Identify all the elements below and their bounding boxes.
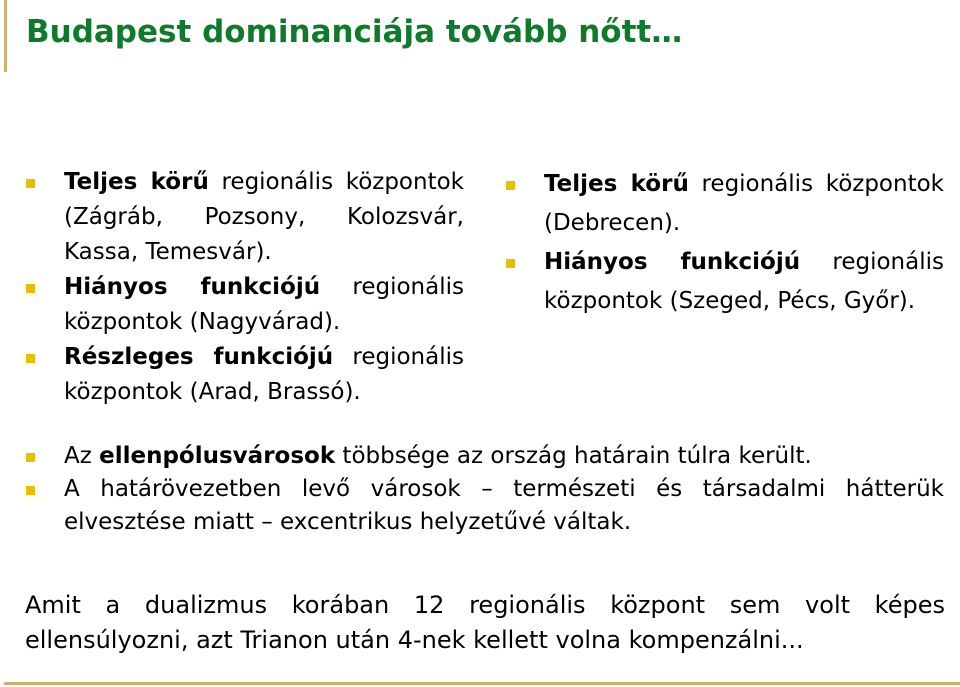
bullet-bold-term: Teljes körű <box>544 171 689 197</box>
bullet-text: regionális központok (Nagyvárad). <box>64 274 464 335</box>
frame-left-line <box>4 0 7 72</box>
bullet-text: többsége az ország határain túlra került. <box>335 443 812 469</box>
square-bullet-icon <box>26 179 35 188</box>
conclusion-text: Amit a dualizmus korában 12 regionális központ sem volt képes ellensúlyozni, azt Trianon után 4-nek kellett volna kompenzálni... <box>25 591 945 654</box>
bullet-bold-term: Hiányos funkciójú <box>544 249 801 275</box>
left-bullet-1 <box>64 165 464 270</box>
right-bullet-1 <box>544 165 944 243</box>
square-bullet-icon <box>26 354 35 363</box>
left-bullet-3 <box>64 340 464 410</box>
bullet-text: regionális központok (Zágráb, Pozsony, Kolozsvár, Kassa, Temesvár). <box>64 169 464 265</box>
bullet-text: regionális központok (Debrecen). <box>544 171 944 236</box>
full-bullet-2 <box>64 473 944 539</box>
bullet-text: regionális központok (Arad, Brassó). <box>64 344 464 405</box>
bullet-text: A határövezetben levő városok – természeti és társadalmi hátterük elvesztése miatt – excentrikus helyzetűvé váltak. <box>64 476 944 535</box>
bullet-text: regionális központok (Szeged, Pécs, Győr). <box>544 249 944 314</box>
slide-title: Budapest dominanciája tovább nőtt… <box>26 14 683 50</box>
right-bullet-list <box>544 165 944 321</box>
square-bullet-icon <box>26 453 35 462</box>
left-bullet-2 <box>64 270 464 340</box>
bullet-prefix: Az <box>64 443 100 469</box>
bullet-bold-term: Hiányos funkciójú <box>64 274 321 300</box>
square-bullet-icon <box>506 259 515 268</box>
square-bullet-icon <box>26 486 35 495</box>
bullet-bold-term: Teljes körű <box>64 169 209 195</box>
square-bullet-icon <box>506 181 515 190</box>
full-bullet-1 <box>64 440 944 473</box>
bullet-bold-term: ellenpólusvárosok <box>99 443 336 469</box>
bullet-bold-term: Részleges funkciójú <box>64 344 334 370</box>
square-bullet-icon <box>26 284 35 293</box>
left-bullet-list <box>64 165 464 410</box>
frame-bottom-line <box>4 682 960 685</box>
full-width-bullet-list <box>64 440 944 539</box>
right-bullet-2 <box>544 243 944 321</box>
